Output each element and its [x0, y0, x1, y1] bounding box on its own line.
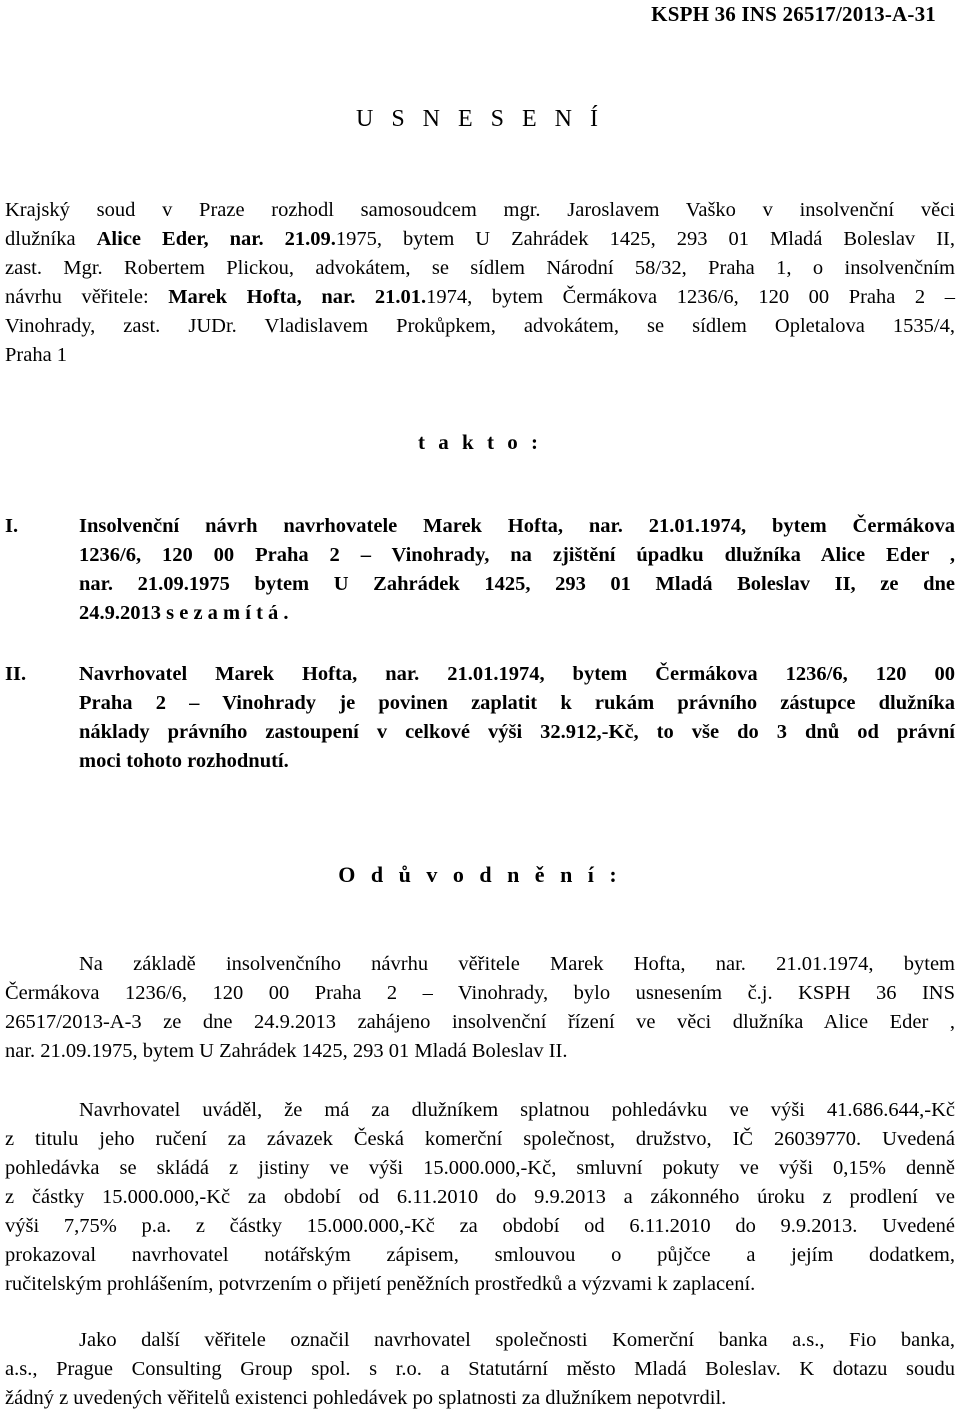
verdict-line: moci tohoto rozhodnutí. — [79, 750, 289, 772]
paragraph-line: 26517/2013-A-3 ze dne 24.9.2013 zahájeno insolvenční řízení ve věci dlužníka Alice Eder , — [5, 1011, 955, 1033]
intro-text: dlužníka — [5, 228, 97, 250]
intro-text: 1974, bytem Čermákova 1236/6, 120 00 Praha 2 – — [426, 286, 955, 308]
paragraph-line: z titulu jeho ručení za závazek Česká komerční společnost, družstvo, IČ 26039770. Uvedená — [5, 1128, 955, 1150]
takto-heading: t a k t o : — [418, 430, 542, 454]
creditor-name: Marek Hofta, nar. 21.01. — [168, 286, 427, 308]
verdict-number: II. — [5, 663, 27, 685]
paragraph-line: prokazoval navrhovatel notářským zápisem, smlouvou o půjčce a jejím dodatkem, — [5, 1244, 955, 1266]
verdict-line: náklady právního zastoupení v celkové výši 32.912,-Kč, to vše do 3 dnů od právní — [79, 721, 955, 743]
intro-text: 1975, bytem U Zahrádek 1425, 293 01 Mladá Boleslav II, — [335, 228, 955, 250]
intro-line-3: zast. Mgr. Robertem Plickou, advokátem, se sídlem Národní 58/32, Praha 1, o insolvenčním — [5, 257, 955, 279]
paragraph-line: žádný z uvedených věřitelů existenci pohledávek po splatnosti za dlužníkem nepotvrdil. — [5, 1387, 727, 1409]
intro-paragraph — [5, 196, 955, 370]
verdict-line: nar. 21.09.1975 bytem U Zahrádek 1425, 293 01 Mladá Boleslav II, ze dne — [79, 573, 955, 595]
intro-line-1: Krajský soud v Praze rozhodl samosoudcem mgr. Jaroslavem Vaško v insolvenční věci — [5, 199, 955, 221]
debtor-name: Alice Eder, nar. 21.09. — [96, 228, 336, 250]
reasoning-paragraph-2 — [5, 1096, 955, 1299]
paragraph-line: nar. 21.09.1975, bytem U Zahrádek 1425, 293 01 Mladá Boleslav II. — [5, 1040, 568, 1062]
case-reference: KSPH 36 INS 26517/2013-A-31 — [651, 2, 936, 26]
intro-text: návrhu věřitele: — [5, 286, 169, 308]
verdict-line: Insolvenční návrh navrhovatele Marek Hofta, nar. 21.01.1974, bytem Čermákova — [79, 515, 955, 537]
paragraph-line: ručitelským prohlášením, potvrzením o přijetí peněžních prostředků a výzvami k zaplacení. — [5, 1273, 756, 1295]
paragraph-line: a.s., Prague Consulting Group spol. s r.o. a Statutární město Mladá Boleslav. K dotazu soudu — [5, 1358, 955, 1380]
paragraph-line: výši 7,75% p.a. z částky 15.000.000,-Kč za období od 6.11.2010 do 9.9.2013. Uvedené — [5, 1215, 955, 1237]
paragraph-line: z částky 15.000.000,-Kč za období od 6.11.2010 do 9.9.2013 a zákonného úroku z prodlení ve — [5, 1186, 955, 1208]
paragraph-line: pohledávka se skládá z jistiny ve výši 15.000.000,-Kč, smluvní pokuty ve výši 0,15% denně — [5, 1157, 955, 1179]
verdict-line: 1236/6, 120 00 Praha 2 – Vinohrady, na zjištění úpadku dlužníka Alice Eder , — [79, 544, 955, 566]
intro-line-6: Praha 1 — [5, 344, 68, 366]
verdict-line: 24.9.2013 s e z a m í t á . — [79, 602, 289, 624]
paragraph-line: Čermákova 1236/6, 120 00 Praha 2 – Vinohrady, bylo usnesením č.j. KSPH 36 INS — [5, 982, 955, 1004]
intro-line-2 — [5, 225, 955, 254]
paragraph-line: Na základě insolvenčního návrhu věřitele Marek Hofta, nar. 21.01.1974, bytem — [79, 953, 955, 975]
verdict-body — [79, 512, 955, 628]
verdict-number: I. — [5, 515, 19, 537]
document-title: U S N E S E N Í — [355, 106, 604, 132]
verdict-line: Navrhovatel Marek Hofta, nar. 21.01.1974, bytem Čermákova 1236/6, 120 00 — [79, 663, 955, 685]
verdict-body — [79, 660, 955, 776]
paragraph-line: Navrhovatel uváděl, že má za dlužníkem splatnou pohledávku ve výši 41.686.644,-Kč — [79, 1099, 955, 1121]
intro-line-5: Vinohrady, zast. JUDr. Vladislavem Prokůpkem, advokátem, se sídlem Opletalova 1535/4, — [5, 315, 955, 337]
intro-line-4 — [5, 283, 955, 312]
paragraph-line: Jako další věřitele označil navrhovatel společnosti Komerční banka a.s., Fio banka, — [79, 1329, 955, 1351]
reasoning-heading: O d ů v o d n ě n í : — [338, 862, 622, 887]
reasoning-paragraph-3 — [5, 1326, 955, 1413]
verdict-line: Praha 2 – Vinohrady je povinen zaplatit k rukám právního zástupce dlužníka — [79, 692, 955, 714]
reasoning-paragraph-1 — [5, 950, 955, 1066]
